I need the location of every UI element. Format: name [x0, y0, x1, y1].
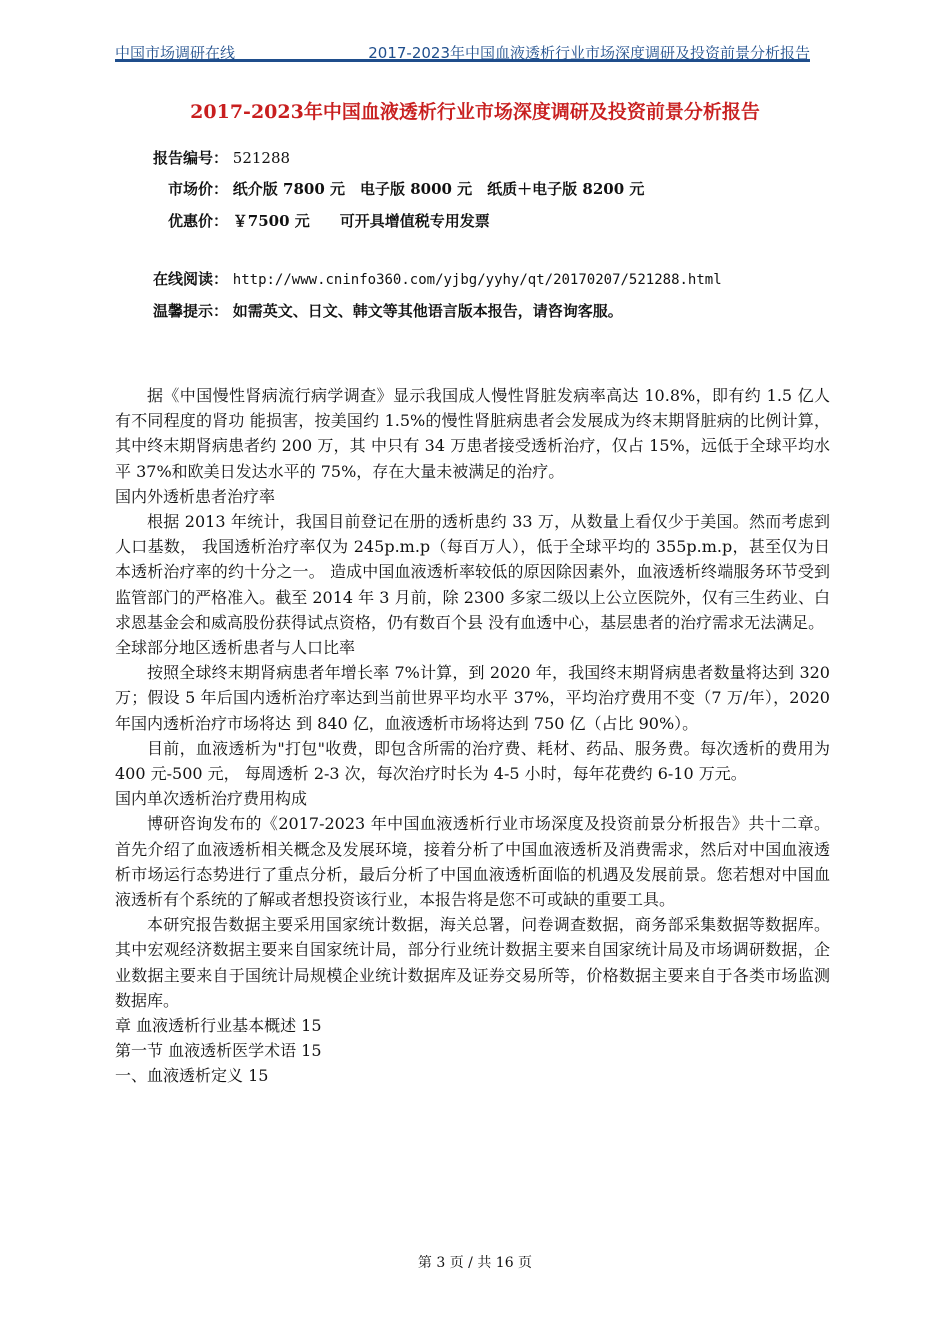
- paragraph-report-intro: 博研咨询发布的《2017-2023 年中国血液透析行业市场深度及投资前景分析报告》共十二章。首先介绍了血液透析相关概念及发展环境，接着分析了中国血液透析及消费需求，然后对中国血液透析市场运行态势进行了重点分析，最后分析了中国血液透析面临的机遇及发展前景。您若想对中国血液透析有个系统的了解或者想投资该行业，本报告将是您不可或缺的重要工具。: [115, 814, 830, 910]
- report-number-label: 报告编号：: [152, 149, 228, 167]
- toc-chapter: 章 血液透析行业基本概述 15: [115, 1016, 322, 1036]
- heading-cost-structure: 国内单次透析治疗费用构成: [115, 789, 308, 809]
- online-reading-label: 在线阅读：: [152, 270, 228, 288]
- page-footer: 第 3 页 / 共 16 页: [417, 1255, 533, 1271]
- paragraph-cost: 目前，血液透析为"打包"收费，即包含所需的治疗费、耗材、药品、服务费。每次透析的费用为 400 元-500 元， 每周透析 2-3 次，每次治疗时长为 4-5 小时，每年花费约 6-10 万元。: [115, 738, 830, 784]
- market-price-value: 纸介版 7800 元 电子版 8000 元 纸质＋电子版 8200 元: [232, 180, 645, 198]
- header-site-name: 中国市场调研在线: [115, 44, 236, 62]
- header-rule: [115, 59, 810, 62]
- paragraph-treatment-rate: 根据 2013 年统计，我国目前登记在册的透析患约 33 万，从数量上看仅少于美国。然而考虑到人口基数， 我国透析治疗率仅为 245p.m.p（每百万人），低于全球平均的 355p.m.p，甚至仅为日本透析治疗率的约十分之一。 造成中国血液透析率较低的原因除因素外，血液透析终端服务环节受到监管部门的严格准入。截至 2014 年 3 月前，除 2300 多家二级以上公立医院外，仅有三生药业、白求恩基金会和威高股份获得试点资格，仍有数百个县 没有血透中心，基层患者的治疗需求无法满足。: [115, 512, 830, 632]
- tip-text: 如需英文、日文、韩文等其他语言版本报告，请咨询客服。: [232, 302, 623, 320]
- paragraph-market-forecast: 按照全球终末期肾病患者年增长率 7%计算，到 2020 年，我国终末期肾病患者数量将达到 320 万；假设 5 年后国内透析治疗率达到当前世界平均水平 37%，平均治疗费用不变（7 万/年），2020 年国内透析治疗市场将达 到 840 亿，血液透析市场将达到 750 亿（占比 90%）。: [115, 663, 830, 733]
- discount-price-row: [130, 210, 490, 231]
- report-number-row: [130, 147, 290, 168]
- market-price-row: [130, 178, 644, 199]
- heading-treatment-rate: 国内外透析患者治疗率: [115, 486, 276, 506]
- page-header: [115, 36, 810, 62]
- market-price-label: 市场价：: [167, 180, 228, 198]
- tip-label: 温馨提示：: [152, 302, 228, 320]
- paragraph-ckd-prevalence: 据《中国慢性肾病流行病学调查》显示我国成人慢性肾脏发病率高达 10.8%，即有约 1.5 亿人有不同程度的肾功 能损害，按美国约 1.5%的慢性肾脏病患者会发展成为终末期肾脏病的比例计算，其中终末期肾病患者约 200 万，其 中只有 34 万患者接受透析治疗，仅占 15%，远低于全球平均水平 37%和欧美日发达水平的 75%，存在大量未被满足的治疗。: [115, 386, 830, 481]
- discount-price-value: ￥7500 元 可开具增值税专用发票: [232, 212, 490, 230]
- report-number-value: 521288: [232, 149, 291, 167]
- online-reading-link[interactable]: http://www.cninfo360.com/yjbg/yyhy/qt/20170207/521288.html: [232, 272, 722, 288]
- tip-row: [130, 300, 623, 321]
- toc-subsection: 一、血液透析定义 15: [115, 1066, 269, 1086]
- discount-price-label: 优惠价：: [167, 212, 228, 230]
- report-title: 2017-2023年中国血液透析行业市场深度调研及投资前景分析报告: [190, 101, 760, 123]
- header-report-title: 2017-2023年中国血液透析行业市场深度调研及投资前景分析报告: [368, 44, 810, 62]
- report-body: [115, 383, 830, 1089]
- paragraph-data-sources: 本研究报告数据主要采用国家统计数据，海关总署，问卷调查数据，商务部采集数据等数据库。其中宏观经济数据主要来自国家统计局，部分行业统计数据主要来自国家统计局及市场调研数据，企业数据主要来自于国统计局规模企业统计数据库及证券交易所等，价格数据主要来自于各类市场监测数据库。: [115, 915, 830, 1010]
- heading-global-ratio: 全球部分地区透析患者与人口比率: [115, 638, 356, 658]
- toc-section: 第一节 血液透析医学术语 15: [115, 1041, 322, 1061]
- online-reading-row: [130, 268, 722, 289]
